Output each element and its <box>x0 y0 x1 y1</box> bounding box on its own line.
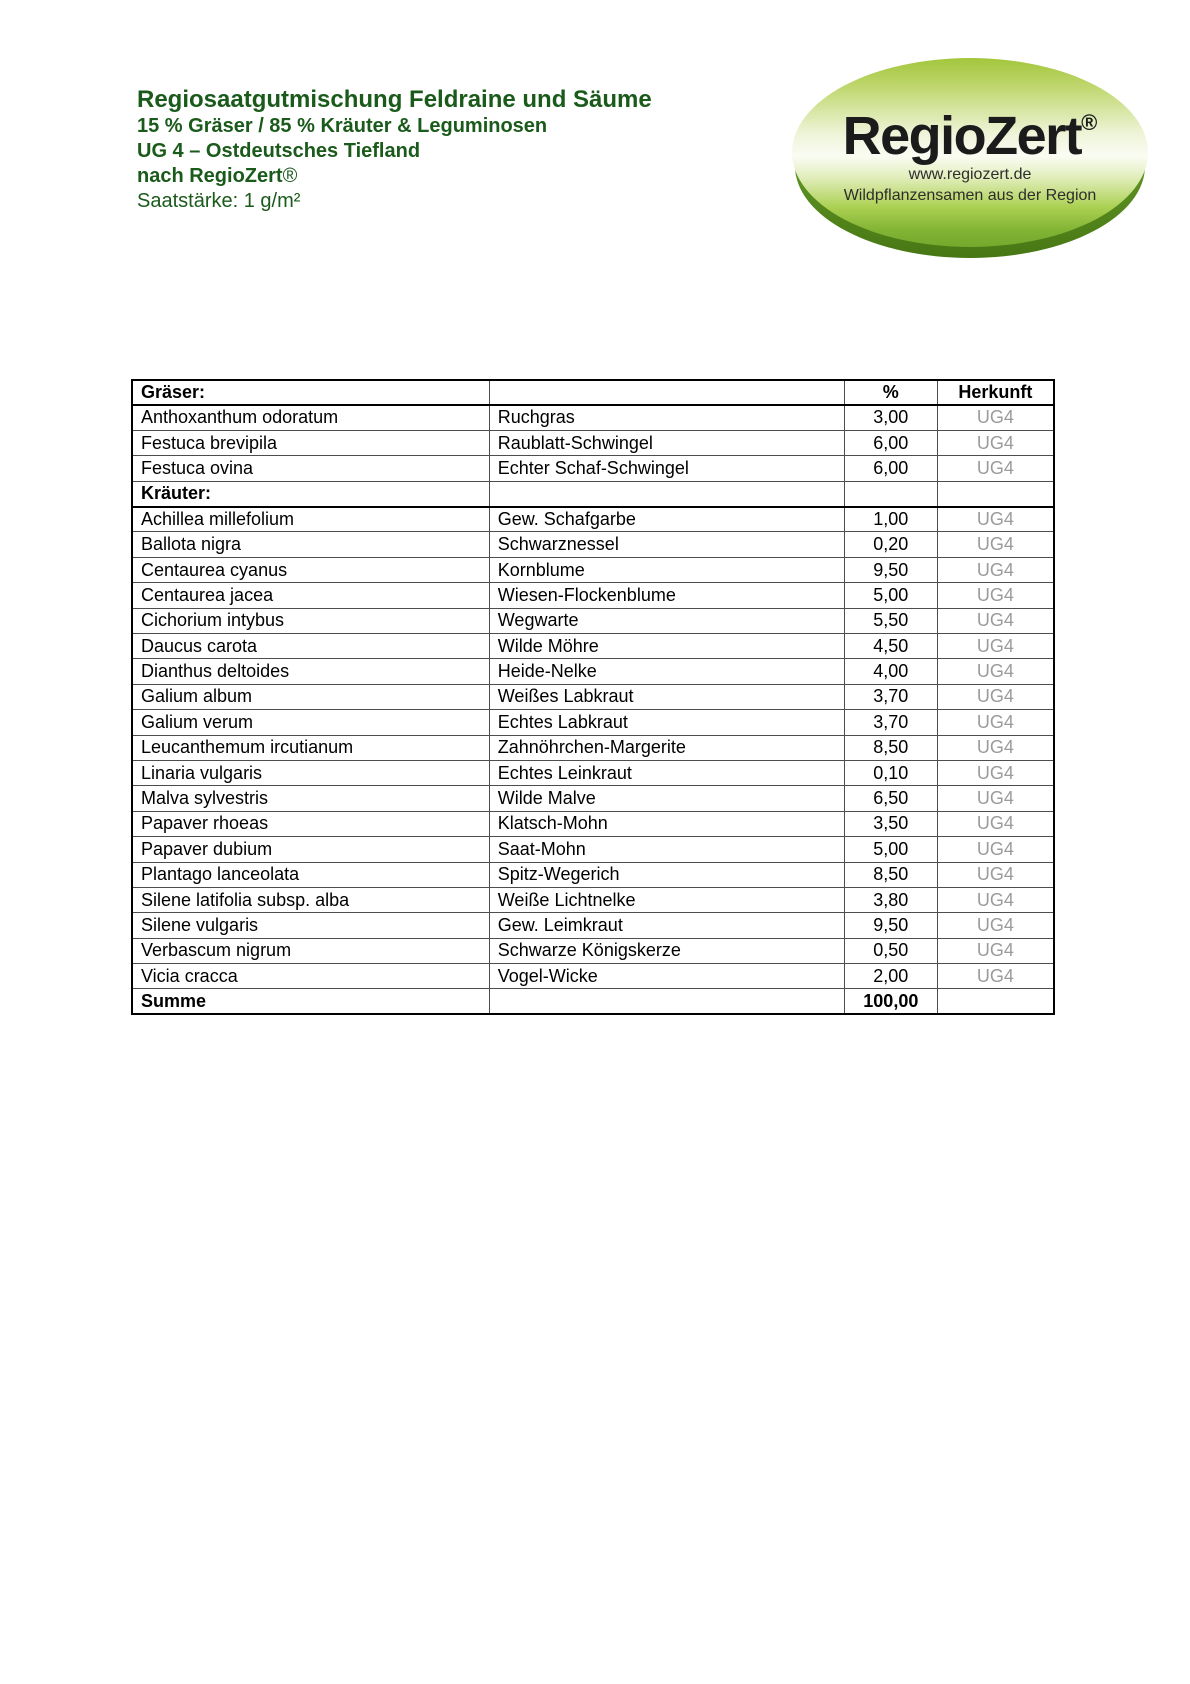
cell-percent: 3,80 <box>844 887 937 912</box>
logo-brand-text <box>792 96 1148 166</box>
cell-origin: UG4 <box>937 938 1054 963</box>
cell-origin: UG4 <box>937 583 1054 608</box>
table-row <box>132 684 1054 709</box>
cell-german: Wegwarte <box>489 608 844 633</box>
cell-latin: Summe <box>132 989 489 1014</box>
cell-origin: UG4 <box>937 430 1054 455</box>
cell-german: Vogel-Wicke <box>489 964 844 989</box>
table-row <box>132 735 1054 760</box>
cell-german: Schwarze Königskerze <box>489 938 844 963</box>
cell-percent: 3,50 <box>844 811 937 836</box>
cell-percent: 1,00 <box>844 507 937 532</box>
table-row <box>132 786 1054 811</box>
cell-origin: UG4 <box>937 760 1054 785</box>
cell-percent: 8,50 <box>844 862 937 887</box>
species-table-body <box>132 380 1054 1014</box>
cell-percent: 5,50 <box>844 608 937 633</box>
certification-line <box>137 164 652 189</box>
table-row <box>132 405 1054 430</box>
cell-latin: Vicia cracca <box>132 964 489 989</box>
cell-percent: 4,00 <box>844 659 937 684</box>
cell-german: Weißes Labkraut <box>489 684 844 709</box>
cell-percent: 5,00 <box>844 583 937 608</box>
cell-origin: UG4 <box>937 659 1054 684</box>
table-row <box>132 430 1054 455</box>
cell-latin: Ballota nigra <box>132 532 489 557</box>
cell-origin <box>937 481 1054 506</box>
table-row <box>132 811 1054 836</box>
cell-latin: Anthoxanthum odoratum <box>132 405 489 430</box>
cell-origin: UG4 <box>937 887 1054 912</box>
cell-percent <box>844 481 937 506</box>
cell-german: Echtes Labkraut <box>489 710 844 735</box>
cell-origin: UG4 <box>937 710 1054 735</box>
cell-latin: Kräuter: <box>132 481 489 506</box>
cell-origin: UG4 <box>937 811 1054 836</box>
cell-latin: Cichorium intybus <box>132 608 489 633</box>
cell-percent: 2,00 <box>844 964 937 989</box>
table-row-sum <box>132 989 1054 1014</box>
cell-german: Echter Schaf-Schwingel <box>489 456 844 481</box>
cell-german: Echtes Leinkraut <box>489 760 844 785</box>
cell-german: Ruchgras <box>489 405 844 430</box>
table-row <box>132 887 1054 912</box>
cell-latin: Leucanthemum ircutianum <box>132 735 489 760</box>
cell-latin: Plantago lanceolata <box>132 862 489 887</box>
cell-percent: 9,50 <box>844 913 937 938</box>
cell-origin: UG4 <box>937 684 1054 709</box>
cell-origin: UG4 <box>937 456 1054 481</box>
cell-german: Spitz-Wegerich <box>489 862 844 887</box>
cell-origin: Herkunft <box>937 380 1054 405</box>
cell-percent: 3,00 <box>844 405 937 430</box>
cell-german: Wiesen-Flockenblume <box>489 583 844 608</box>
regiozert-logo <box>792 58 1148 258</box>
cell-german <box>489 481 844 506</box>
cell-latin: Verbascum nigrum <box>132 938 489 963</box>
cell-origin: UG4 <box>937 964 1054 989</box>
cell-latin: Centaurea jacea <box>132 583 489 608</box>
cell-latin: Achillea millefolium <box>132 507 489 532</box>
table-row <box>132 938 1054 963</box>
table-row <box>132 760 1054 785</box>
table-row <box>132 862 1054 887</box>
cell-latin: Papaver rhoeas <box>132 811 489 836</box>
cell-origin: UG4 <box>937 532 1054 557</box>
cell-origin: UG4 <box>937 735 1054 760</box>
table-row <box>132 456 1054 481</box>
cell-german: Kornblume <box>489 557 844 582</box>
species-table <box>131 379 1055 1015</box>
logo-website-url: www.regiozert.de <box>908 166 1032 183</box>
table-row <box>132 608 1054 633</box>
cell-german: Raublatt-Schwingel <box>489 430 844 455</box>
cell-origin: UG4 <box>937 405 1054 430</box>
cell-origin: UG4 <box>937 786 1054 811</box>
cell-german: Wilde Möhre <box>489 634 844 659</box>
cell-origin: UG4 <box>937 913 1054 938</box>
logo-content <box>792 58 1148 247</box>
cell-german: Wilde Malve <box>489 786 844 811</box>
cell-percent: 5,00 <box>844 837 937 862</box>
cell-origin <box>937 989 1054 1014</box>
cell-percent: 0,10 <box>844 760 937 785</box>
cell-german: Zahnöhrchen-Margerite <box>489 735 844 760</box>
cell-latin: Silene latifolia subsp. alba <box>132 887 489 912</box>
table-row <box>132 583 1054 608</box>
cell-latin: Galium verum <box>132 710 489 735</box>
cell-percent: 3,70 <box>844 710 937 735</box>
cell-origin: UG4 <box>937 608 1054 633</box>
mixture-ratio-line: 15 % Gräser / 85 % Kräuter & Leguminosen <box>137 115 548 137</box>
cell-german: Heide-Nelke <box>489 659 844 684</box>
cell-percent: 0,20 <box>844 532 937 557</box>
cell-percent: 100,00 <box>844 989 937 1014</box>
cell-latin: Festuca brevipila <box>132 430 489 455</box>
table-row-section <box>132 481 1054 506</box>
table-row-head <box>132 380 1054 405</box>
cell-origin: UG4 <box>937 862 1054 887</box>
cell-latin: Centaurea cyanus <box>132 557 489 582</box>
logo-brand-name: RegioZert <box>842 106 1082 166</box>
table-row <box>132 507 1054 532</box>
cell-latin: Linaria vulgaris <box>132 760 489 785</box>
table-row <box>132 710 1054 735</box>
table-row <box>132 532 1054 557</box>
registered-trademark-symbol: ® <box>282 165 298 187</box>
cell-percent: 6,50 <box>844 786 937 811</box>
cell-percent: 6,00 <box>844 456 937 481</box>
cell-german: Weiße Lichtnelke <box>489 887 844 912</box>
cell-percent: 6,00 <box>844 430 937 455</box>
cell-latin: Gräser: <box>132 380 489 405</box>
table-row <box>132 837 1054 862</box>
cell-latin: Dianthus deltoides <box>132 659 489 684</box>
table-row <box>132 659 1054 684</box>
cell-percent: 8,50 <box>844 735 937 760</box>
cell-origin: UG4 <box>937 507 1054 532</box>
cell-german <box>489 380 844 405</box>
page-title: Regiosaatgutmischung Feldraine und Säume <box>137 86 652 113</box>
cell-latin: Malva sylvestris <box>132 786 489 811</box>
logo-tagline: Wildpflanzensamen aus der Region <box>843 187 1097 204</box>
logo-registered-symbol: ® <box>1081 110 1098 135</box>
table-row <box>132 634 1054 659</box>
cell-origin: UG4 <box>937 557 1054 582</box>
cell-percent: 0,50 <box>844 938 937 963</box>
cell-percent: 3,70 <box>844 684 937 709</box>
cell-latin: Silene vulgaris <box>132 913 489 938</box>
cell-percent: 9,50 <box>844 557 937 582</box>
certification-label: nach RegioZert <box>137 165 283 187</box>
cell-latin: Galium album <box>132 684 489 709</box>
cell-latin: Papaver dubium <box>132 837 489 862</box>
cell-latin: Daucus carota <box>132 634 489 659</box>
cell-german: Klatsch-Mohn <box>489 811 844 836</box>
cell-german <box>489 989 844 1014</box>
cell-origin: UG4 <box>937 837 1054 862</box>
table-row <box>132 964 1054 989</box>
cell-german: Saat-Mohn <box>489 837 844 862</box>
cell-percent: % <box>844 380 937 405</box>
region-line: UG 4 – Ostdeutsches Tiefland <box>137 140 421 162</box>
cell-german: Schwarznessel <box>489 532 844 557</box>
cell-origin: UG4 <box>937 634 1054 659</box>
table-row <box>132 913 1054 938</box>
cell-percent: 4,50 <box>844 634 937 659</box>
header-block <box>137 86 652 214</box>
cell-latin: Festuca ovina <box>132 456 489 481</box>
cell-german: Gew. Leimkraut <box>489 913 844 938</box>
table-row <box>132 557 1054 582</box>
cell-german: Gew. Schafgarbe <box>489 507 844 532</box>
seeding-rate-line: Saatstärke: 1 g/m² <box>137 190 301 212</box>
